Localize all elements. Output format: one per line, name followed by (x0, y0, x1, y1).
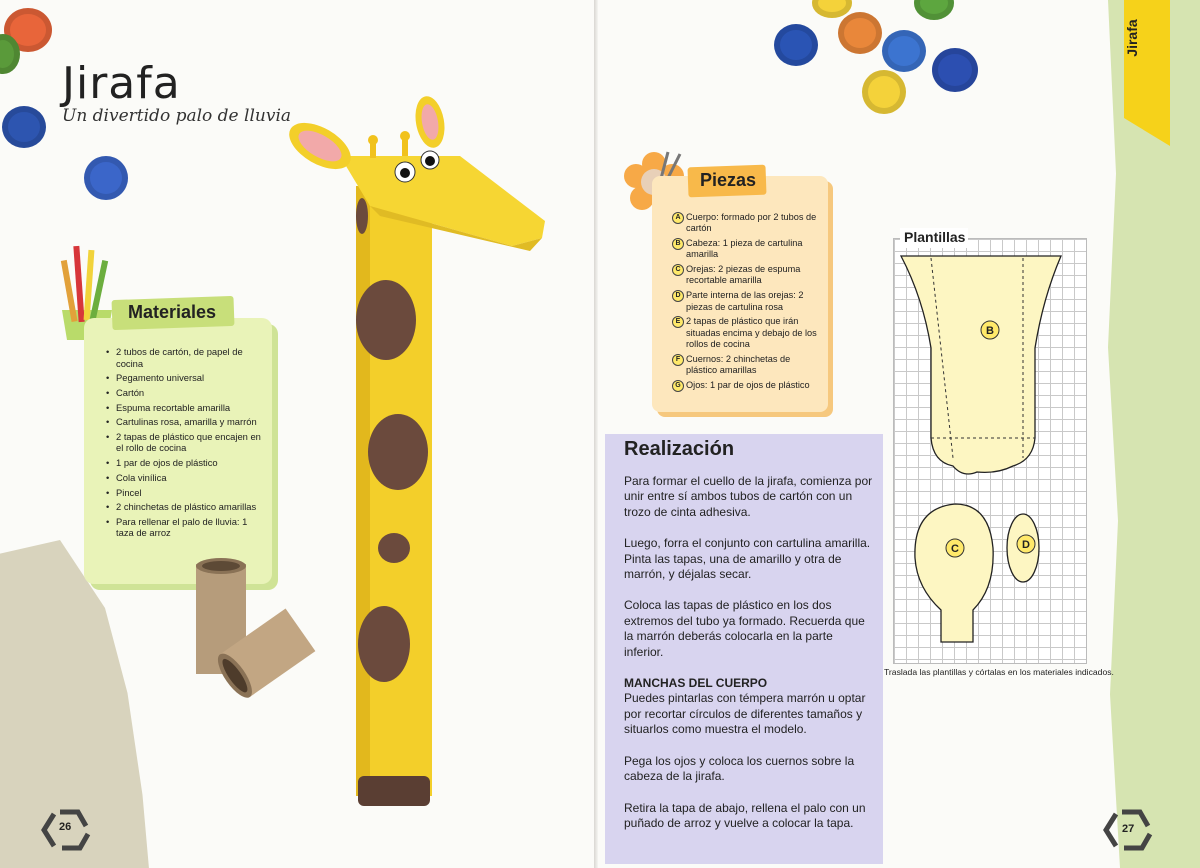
bottle-cap-blue (84, 156, 128, 200)
materials-heading: Materiales (128, 302, 217, 322)
list-item (672, 290, 822, 313)
template-label-text: C (951, 543, 959, 555)
bottle-cap-blue (774, 24, 818, 66)
instruction-paragraph: Retira la tapa de abajo, rellena el palo con un puñado de arroz y vuelve a colocar la tapa. (624, 800, 866, 830)
piece-text: Cabeza: 1 pieza de cartulina amarilla (686, 238, 803, 260)
bottle-cap-blue (932, 48, 978, 92)
instruction-paragraph (624, 676, 874, 738)
list-item: • Cartulinas rosa, amarilla y marrón (106, 416, 266, 428)
section-tab-label: Jirafa (1124, 19, 1140, 57)
list-item: • Pincel (106, 487, 266, 499)
list-item: • Espuma recortable amarilla (106, 402, 266, 414)
list-item (672, 354, 822, 377)
template-label-text: D (1022, 539, 1030, 551)
list-item (672, 212, 822, 235)
bottle-cap-blue (882, 30, 926, 72)
templates-heading: Plantillas (904, 229, 966, 245)
list-item: • Cartón (106, 387, 266, 399)
bottle-cap-green (914, 0, 954, 20)
piece-letter-badge: E (672, 316, 684, 328)
piece-letter-badge: F (672, 354, 684, 366)
instruction-subheading: MANCHAS DEL CUERPO (624, 676, 768, 691)
giraffe-photo (280, 96, 560, 816)
instruction-paragraph: Luego, forra el conjunto con cartulina amarilla. Pinta las tapas, una de amarillo y otra de marrón, y déjalas secar. (624, 536, 871, 582)
list-item: • 2 tapas de plástico que encajen en el rollo de cocina (106, 431, 266, 454)
piece-letter-badge: G (672, 380, 684, 392)
piece-letter-badge: D (672, 290, 684, 302)
instruction-paragraph: Para formar el cuello de la jirafa, comienza por unir entre sí ambos tubos de cartón con un trozo de cinta adhesiva. (624, 474, 873, 519)
piece-text: Orejas: 2 piezas de espuma recortable amarilla (686, 264, 801, 286)
list-item (672, 264, 822, 287)
piece-text: Cuernos: 2 chinchetas de plástico amarillas (686, 353, 791, 376)
list-item: • 1 par de ojos de plástico (106, 457, 266, 469)
page-number: 27 (1122, 823, 1135, 835)
page-subtitle: Un divertido palo de lluvia (62, 106, 292, 126)
instruction-text: Puedes pintarlas con témpera marrón u optar por recortar círculos de diferentes tamaños y situarlos como muestra el modelo. (624, 691, 866, 737)
instruction-paragraph: Pega los ojos y coloca los cuernos sobre la cabeza de la jirafa. (624, 753, 855, 784)
list-item: • 2 chinchetas de plástico amarillas (106, 501, 266, 513)
piece-letter-badge: C (672, 264, 684, 276)
piece-letter-badge: A (672, 212, 684, 224)
materials-list (106, 346, 266, 542)
bottle-cap-yellow (862, 70, 906, 114)
list-item (672, 380, 822, 391)
piece-letter-badge: B (672, 238, 684, 250)
bottle-cap-blue (2, 106, 46, 148)
pieces-heading: Piezas (700, 170, 757, 190)
realization-body (624, 474, 874, 847)
list-item: • Cola vinílica (106, 472, 266, 484)
piece-text: Parte interna de las orejas: 2 piezas de cartulina rosa (686, 290, 804, 312)
template-label-text: B (986, 325, 994, 337)
piece-text: Ojos: 1 par de ojos de plástico (686, 379, 810, 390)
list-item (672, 238, 822, 261)
list-item (672, 316, 822, 350)
page-number: 26 (59, 821, 72, 833)
pieces-list (672, 212, 822, 395)
list-item: • 2 tubos de cartón, de papel de cocina (106, 346, 266, 369)
instruction-paragraph: Coloca las tapas de plástico en los dos extremos del tubo ya formado. Recuerda que la marrón deberás colocarla en la parte inferior. (624, 598, 865, 659)
template-shapes (893, 238, 1087, 664)
bottle-cap-orange (838, 12, 882, 54)
list-item: • Para rellenar el palo de lluvia: 1 taza de arroz (106, 516, 266, 539)
list-item: • Pegamento universal (106, 372, 266, 384)
templates-caption: Traslada las plantillas y córtalas en los materiales indicados. (884, 667, 1114, 677)
page-title: Jirafa (62, 58, 181, 109)
piece-text: 2 tapas de plástico que irán situadas encima y debajo de los rollos de cocina (686, 316, 817, 349)
realization-heading: Realización (624, 438, 735, 460)
piece-text: Cuerpo: formado por 2 tubos de cartón (686, 212, 817, 234)
